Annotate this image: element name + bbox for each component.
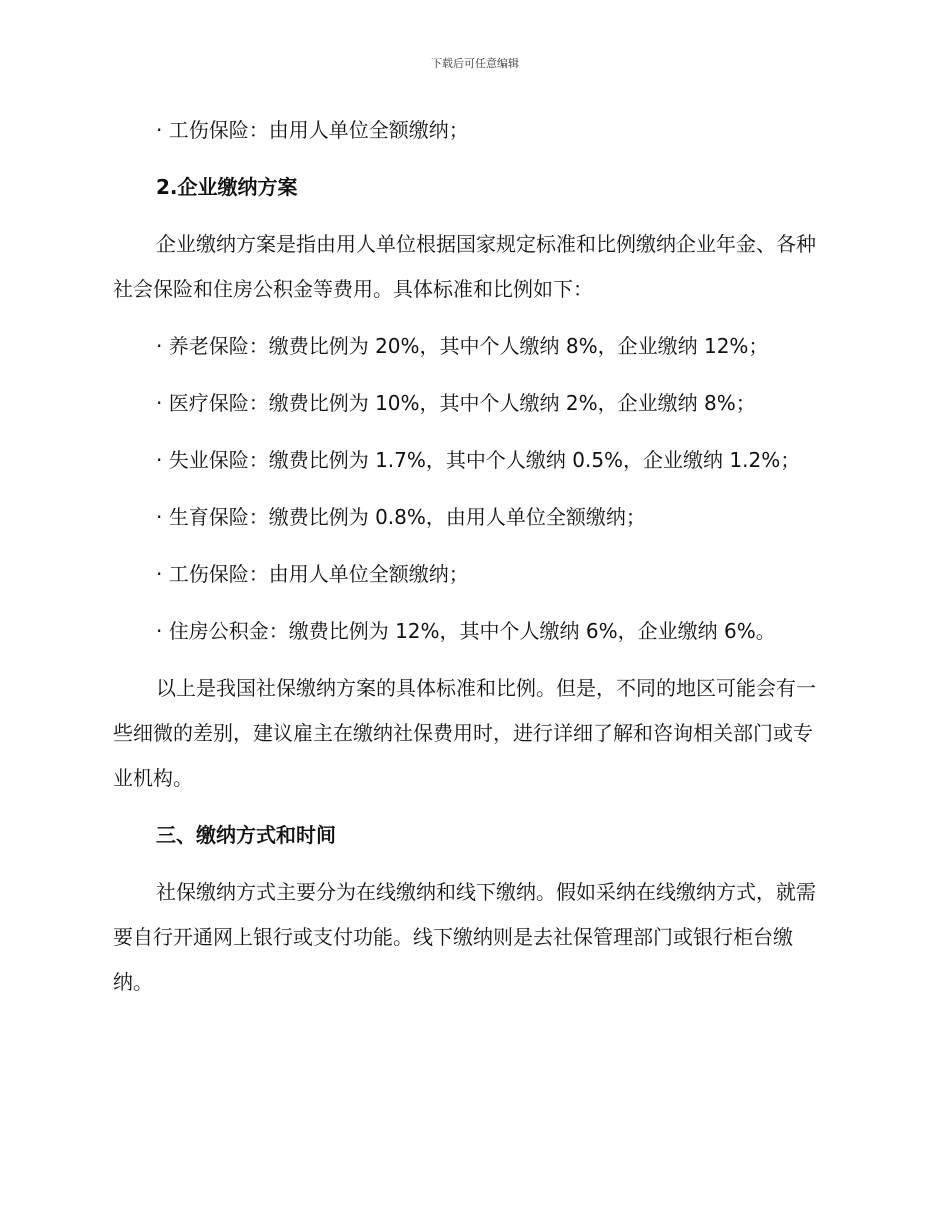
- bullet-unemployment-insurance: · 失业保险：缴费比例为 1.7%，其中个人缴纳 0.5%，企业缴纳 1.2%；: [156, 448, 801, 472]
- paragraph-payment-method: 社保缴纳方式主要分为在线缴纳和线下缴纳。假如采纳在线缴纳方式，就需要自行开通网上银行或支付功能。线下缴纳则是去社保管理部门或银行柜台缴纳。: [113, 880, 816, 994]
- section-heading-enterprise-plan: 2.企业缴纳方案: [156, 175, 298, 199]
- paragraph-regional-differences: 以上是我国社保缴纳方案的具体标准和比例。但是，不同的地区可能会有一些细微的差别，建议雇主在缴纳社保费用时，进行详细了解和咨询相关部门或专业机构。: [113, 676, 816, 790]
- page-header: 下载后可任意编辑: [431, 57, 519, 70]
- paragraph-enterprise-plan-intro: 企业缴纳方案是指由用人单位根据国家规定标准和比例缴纳企业年金、各种社会保险和住房公积金等费用。具体标准和比例如下：: [113, 232, 816, 301]
- bullet-maternity-insurance: · 生育保险：缴费比例为 0.8%，由用人单位全额缴纳；: [156, 505, 646, 529]
- bullet-housing-fund: · 住房公积金：缴费比例为 12%，其中个人缴纳 6%，企业缴纳 6%。: [156, 619, 776, 643]
- document-body: [113, 114, 831, 1005]
- bullet-pension-insurance: · 养老保险：缴费比例为 20%，其中个人缴纳 8%，企业缴纳 12%；: [156, 334, 769, 358]
- bullet-work-injury-insurance: · 工伤保险：由用人单位全额缴纳；: [156, 562, 469, 586]
- bullet-work-injury-insurance-top: · 工伤保险：由用人单位全额缴纳；: [156, 118, 469, 142]
- section-heading-payment-method: 三、缴纳方式和时间: [156, 823, 336, 847]
- bullet-medical-insurance: · 医疗保险：缴费比例为 10%，其中个人缴纳 2%，企业缴纳 8%；: [156, 391, 756, 415]
